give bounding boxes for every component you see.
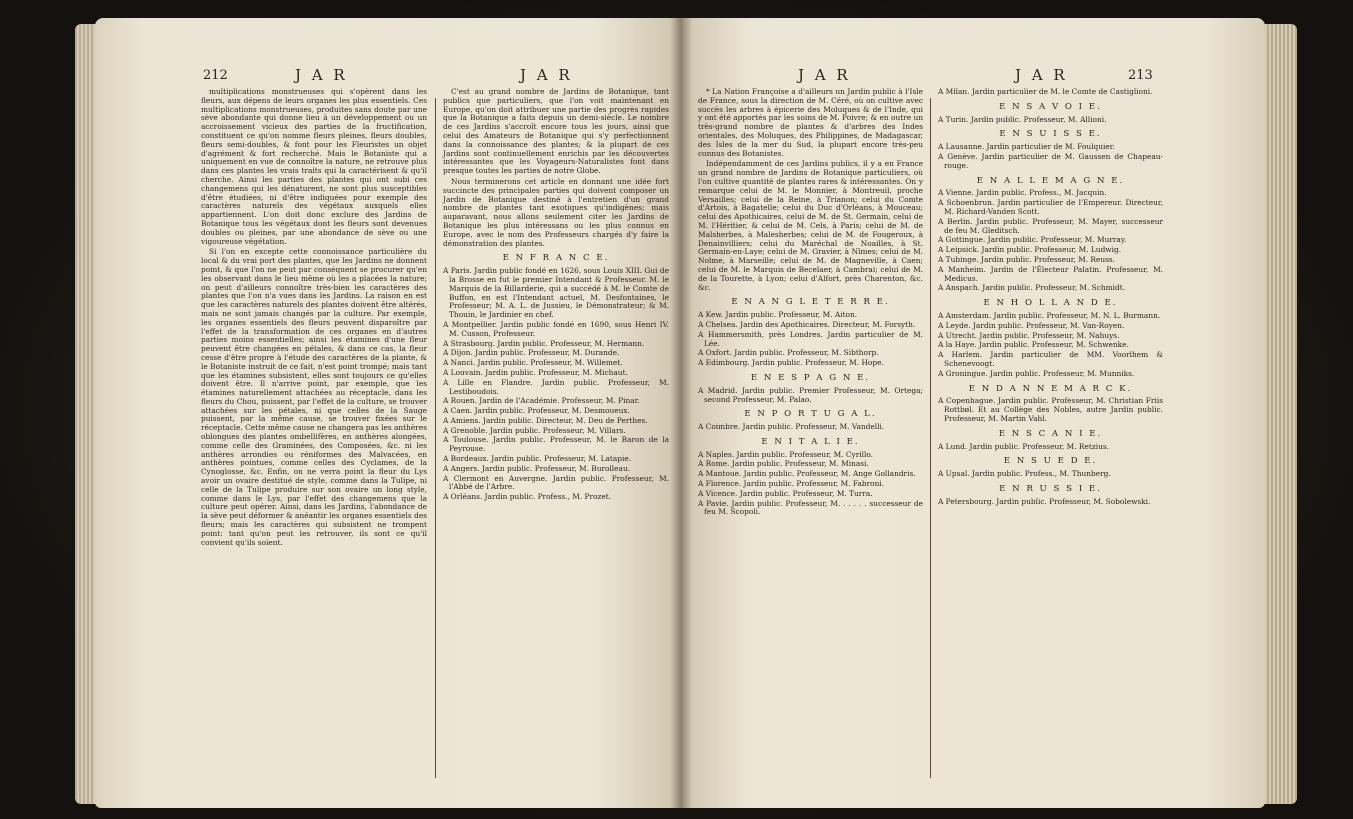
right-page-edges (1261, 24, 1297, 804)
column-rule (435, 98, 436, 778)
list-item: A Schoenbrun. Jardin particulier de l'Empereur. Directeur, M. Richard-Vanden Scott. (938, 198, 1163, 216)
list-item: A Copenhague. Jardin public. Professeur, M. Christian Friis Rottbøl. Et au Collège des Nobles, autre Jardin public. Professeur, M. Martin Vahl. (938, 396, 1163, 423)
list-item: A Lausanne. Jardin particulier de M. Foulquier. (938, 142, 1115, 152)
list-item: A Caen. Jardin public. Professeur, M. Desmoueux. (443, 406, 630, 416)
list-item: A Upsal. Jardin public. Profess., M. Thunberg. (938, 469, 1111, 479)
right-column-1 (698, 88, 923, 518)
list-item: A Berlin. Jardin public. Professeur, M. Mayer, successeur de feu M. Gleditsch. (938, 216, 1163, 235)
left-column-1 (201, 88, 427, 549)
section-heading: E N I T A L I E. (761, 436, 860, 447)
garden-list (698, 387, 923, 405)
list-item: A Gottingue. Jardin public. Professeur, M. Murray. (938, 235, 1127, 245)
paragraph: C'est au grand nombre de Jardins de Botanique, tant publics que particuliers, que l'on voit maintenant en Europe, qu'on doit attribuer une partie des progrès rapides que la Botanique a faits depuis un demi-siècle. Le nombre de ces Jardins s'accroît encore tous les jours, ainsi que celui des Amateurs de Botanique qui s'y perfectionnent dans la connoissance des plantes; & la plupart de ces Jardins sont continuellement enrichis par les découvertes intéressantes que les Voyageurs-Naturalistes font dans presque toutes les parties de notre Globe. (443, 87, 669, 176)
garden-list (938, 470, 1163, 479)
list-item: A Amsterdam. Jardin public. Professeur, M. N. L. Burmann. (938, 310, 1161, 320)
garden-list (938, 397, 1163, 423)
section-heading: E N F R A N C E. (502, 253, 610, 264)
country-sections (698, 298, 923, 517)
list-item: A Groningue. Jardin public. Professeur, M. Munniks. (938, 368, 1135, 378)
list-item: A Chelsea. Jardin des Apothicaires. Directeur, M. Forsyth. (698, 319, 916, 329)
paragraph: Indépendamment de ces Jardins publics, il y a en France un grand nombre de Jardins de Botanique particuliers, où l'on cultive quantité de plantes rares & intéressantes. On y remarque celui de M. le Monnier, à Montreuil, proche Versailles; celui de la Reine, à Trianon; celui du Comte d'Artois, à Bagatelle; celui du Duc d'Orléans, à Mouceau; celui des Apothicaires, celui de M. de St. Germain, celui de M. l'Héritier, & celui de M. Cels, à Paris; celui de M. de Malsherbes, à Malesherbes; celui de M. de Fougeroux, à Denainvilliers; celui du Maréchal de Noailles, à St. Germain-en-Laye; celui de M. Gravier, à Nîmes; celui de M. Nolme, à Marseille; celui de M. de Magneville, à Caen; celui de M. le Marquis de Becelaer, à Cambrai; celui de M. de la Tourette, à Lyon; celui d'Alfort, près Charenton, &c. &c. (698, 159, 923, 292)
country-sections (938, 103, 1163, 507)
right-running-head: J A R (798, 66, 851, 84)
list-item: A Toulouse. Jardin public. Professeur, M. le Baron de la Peyrouse. (443, 435, 669, 454)
list-item: A Leipsick. Jardin public. Professeur, M. Ludwig. (938, 245, 1122, 255)
list-item: A Anspach. Jardin public. Professeur, M. Schmidt. (938, 283, 1126, 293)
right-page-number: 213 (1128, 68, 1153, 83)
list-item: A Milan. Jardin particulier de M. le Comte de Castiglioni. (938, 87, 1153, 96)
left-column-2 (443, 88, 669, 503)
list-item: A Angers. Jardin public. Professeur, M. Burolleau. (443, 463, 631, 473)
garden-list (698, 451, 923, 518)
right-page (680, 18, 1265, 808)
list-item: A Petersbourg. Jardin public. Professeur, M. Sobolewski. (938, 496, 1151, 506)
section-heading: E N A N G L E T E R R E. (731, 297, 890, 308)
open-book (95, 18, 1265, 808)
list-item: A Madrid. Jardin public. Premier Professeur, M. Ortega; second Professeur, M. Palao. (698, 385, 923, 404)
column-rule (930, 98, 931, 778)
section-heading: E N R U S S I E. (999, 483, 1102, 494)
section-heading: E N S C A N I E. (998, 428, 1103, 439)
list-item: A Manheim. Jardin de l'Électeur Palatin. Professeur, M. Medicus. (938, 264, 1163, 283)
list-item: A Dijon. Jardin public. Professeur, M. Durande. (443, 348, 620, 358)
list-item: A Leyde. Jardin public. Professeur, M. Van-Royen. (938, 320, 1125, 330)
list-item: A Turin. Jardin public. Professeur, M. Allioni. (938, 114, 1107, 124)
section-heading: E N E S P A G N E. (750, 372, 871, 383)
list-item: A Nanci. Jardin public. Professeur, M. Willemet. (443, 358, 623, 368)
garden-list (938, 189, 1163, 293)
list-item: A Paris. Jardin public fondé en 1626, sous Louis XIII. Gui de la Brosse en fut le premier Intendant & Professeur. M. le Marquis de la Billarderie, qui a succédé à M. le Comte de Buffon, en est l'Intendant actuel, M. Desfontaines, le Professeur; M. A. L. de Jussieu, le Démonstrateur; & M. Thouin, le Jardinier en chef. (443, 266, 669, 320)
garden-list (938, 143, 1163, 170)
section-heading: E N S U I S S E. (999, 129, 1102, 140)
section-heading: E N A L L E M A G N E. (976, 175, 1125, 186)
garden-list (938, 312, 1163, 379)
left-page-number: 212 (203, 68, 228, 83)
left-page (95, 18, 680, 808)
garden-list (938, 443, 1163, 452)
paragraph: * La Nation Françoise a d'ailleurs un Jardin public à l'Isle de France, sous la direction de M. Céré, où on cultive avec succès les arbres à épicerie des Moluques & de l'Inde, qui y ont été apportés par les soins de M. Poivre; & en outre un très-grand nombre de plantes & d'arbres des Indes orientales, des Moluques, des Philippines, de Madagascar, des Isles de la mer du Sud, la plupart encore très-peu connus des Botanistes. (698, 87, 923, 158)
list-item: A Rome. Jardin public. Professeur, M. Minasi. (698, 459, 869, 469)
section-heading: E N S A V O I E. (999, 101, 1102, 112)
list-item: A Rouen. Jardin de l'Académie. Professeur, M. Pinar. (443, 396, 640, 406)
list-item: A Vienne. Jardin public. Profess., M. Jacquin. (938, 188, 1107, 198)
list-item: A Orléans. Jardin public. Profess., M. Prozet. (443, 492, 612, 502)
list-item: A Harlem. Jardin particulier de MM. Voorlhem & Schenevoogt. (938, 350, 1163, 368)
list-item: A Clermont en Auvergne. Jardin public. Professeur, M. l'Abbé de l'Arbre. (443, 473, 669, 492)
list-item: A Lund. Jardin public. Professeur, M. Retzius. (938, 441, 1109, 451)
section-heading: E N H O L L A N D E. (983, 298, 1118, 309)
garden-list (443, 267, 669, 502)
list-item: A Naples. Jardin public. Professeur, M. Cyrillo. (698, 449, 874, 459)
list-item: A Coimbre. Jardin public. Professeur, M. Vandelli. (698, 422, 885, 432)
list-item: A Mantoue. Jardin public. Professeur, M. Ange Gollandris. (698, 469, 916, 479)
list-item: A la Haye. Jardin public. Professeur, M. Schwenke. (938, 340, 1129, 350)
left-running-head-2: J A R (520, 66, 573, 84)
left-running-head: J A R (295, 66, 348, 84)
book-gutter (670, 18, 692, 808)
garden-list (938, 498, 1163, 507)
list-item: A Lille en Flandre. Jardin public. Professeur, M. Lestiboudois. (443, 377, 669, 396)
list-item: A Tubinge. Jardin public. Professeur, M. Reuss. (938, 254, 1116, 264)
list-item: A Amiens. Jardin public. Directeur, M. Deu de Perthes. (443, 415, 648, 425)
garden-list (938, 116, 1163, 125)
list-item: A Hammersmith, près Londres. Jardin particulier de M. Lée. (698, 329, 923, 348)
list-item: A Montpellier. Jardin public fondé en 1690, sous Henri IV. M. Cusson, Professeur. (443, 319, 669, 338)
section-heading: E N S U E D E. (1003, 456, 1098, 467)
garden-list (938, 88, 1163, 97)
list-item: A Vicence. Jardin public. Professeur, M. Turra. (698, 488, 873, 498)
list-item: A Strasbourg. Jardin public. Professeur, M. Hermann. (443, 338, 645, 348)
list-item: A Oxfort. Jardin public. Professeur, M. Sibthorp. (698, 348, 879, 358)
list-item: A Pavie. Jardin public. Professeur, M. . . . . . successeur de feu M. Scopoli. (698, 498, 923, 517)
paragraph: multiplications monstrueuses qui s'opèrent dans les fleurs, aux dépens de leurs organes les plus essentiels. Ces multiplications monstrueuses, produites sans doute par une sève abondante qui donne lieu à un développement ou un accroissement vicieux des parties de la fructification, constituent ce qu'on nomme fleurs pleines, fleurs doubles, fleurs semi-doubles, & font pour les Fleuristes un objet d'agrément & fort recherché. Mais le Botaniste qui a uniquement en vue de connoître la nature, ne retrouve plus dans ces plantes les vrais traits qui la caractérisent & qu'il cherche. Ainsi les parties des plantes qui ont subi ces changemens qui les dénaturent, ne sont plus susceptibles d'être étudiées, ni d'être indiquées pour exemple des caractères naturels des végétaux auxquels elles appartiennent. L'on doit donc exclure des Jardins de Botanique tous les végétaux dont les fleurs sont devenues doubles ou pleines, par une abondance de sève ou une vigoureuse végétation. (201, 87, 427, 246)
paragraph: Si l'on en excepte cette connoissance particulière du local & du vrai port des plantes, que les Jardins ne donnent point, & que l'on ne peut par conséquent se procurer qu'en les observant dans le lieu même où les a placées la nature; on peut d'ailleurs connoître très-bien les caractères des plantes que l'on n'a vues dans les Jardins. La raison en est que les caractères naturels des plantes doivent être altérés, mais ne sont jamais changés par la culture. Par exemple, les organes essentiels des fleurs peuvent disparoître par l'effet de la transformation de ces organes en d'autres parties moins essentielles; ainsi les étamines d'une fleur peuvent être changées en pétales, & dans ce cas, la fleur cesse d'être propre à l'étude des caractères de la plante, & le Botaniste instruit de ce fait, n'est point trompé; mais tant que les étamines subsistent, elles sont toujours ce qu'elles doivent être. Il n'arrive point, par exemple, que les étamines naturellement attachées au réceptacle, dans les fleurs du Chou, puissent, par l'effet de la culture, se trouver attachées sur les pétales, ni que celles de la Sauge puissent, par la même cause, se trouver fixées sur le réceptacle. Cette même cause ne changera pas les anthères oblongues des plantes ombellifères, en anthères alongées, comme celle des Graminées, des Composées, &c. ni les anthères arrondies ou réniformes des Malvacées, en anthères pointues, comme celles des Cyclames, de la Cynoglosse, &c. Enfin, on ne verra point la fleur du Lys avoir un ovaire destitué de style, comme dans la Tulipe, ni celle de la Tulipe produire sur son ovaire un long style, comme dans le Lys, par l'effet des changemens que la culture peut opérer. Ainsi, dans les Jardins, l'abondance de la sève peut déformer & anéantir les organes essentiels des fleurs; mais les caractères qui subsistent ne trompent point: tant qu'on peut les retrouver, ils sont ce qu'il convient qu'ils soient. (201, 247, 427, 547)
section-heading: E N D A N N E M A R C K. (968, 383, 1133, 394)
list-item: A Utrecht. Jardin public. Professeur, M. Nahuys. (938, 330, 1120, 340)
list-item: A Florence. Jardin public. Professeur, M. Fabroni. (698, 479, 885, 489)
list-item: A Louvain. Jardin public. Professeur, M. Michaut. (443, 367, 628, 377)
garden-list (698, 311, 923, 368)
list-item: A Edimbourg. Jardin public. Professeur, M. Hope. (698, 358, 884, 368)
list-item: A Grenoble. Jardin public. Professeur, M. Villars. (443, 425, 626, 435)
right-running-head-2: J A R (1015, 66, 1068, 84)
paragraph: Nous terminerons cet article en donnant une idée fort succincte des principales parties qui doivent composer un Jardin de Botanique destiné à l'entretien d'un grand nombre de plantes tant exotiques qu'indigènes; mais auparavant, nous allons seulement citer les Jardins de Botanique les plus intéressans ou les plus connus en Europe, avec le nom des Professeurs chargés d'y faire la démonstration des plantes. (443, 176, 669, 248)
list-item: A Genève. Jardin particulier de M. Gaussen de Chapeau-rouge. (938, 151, 1163, 170)
list-item: A Bordeaux. Jardin public. Professeur, M. Latapie. (443, 454, 632, 464)
list-item: A Kew. Jardin public. Professeur, M. Aiton. (698, 310, 858, 320)
right-column-2 (938, 88, 1163, 507)
garden-list (698, 423, 923, 432)
section-heading: E N P O R T U G A L. (744, 409, 877, 420)
